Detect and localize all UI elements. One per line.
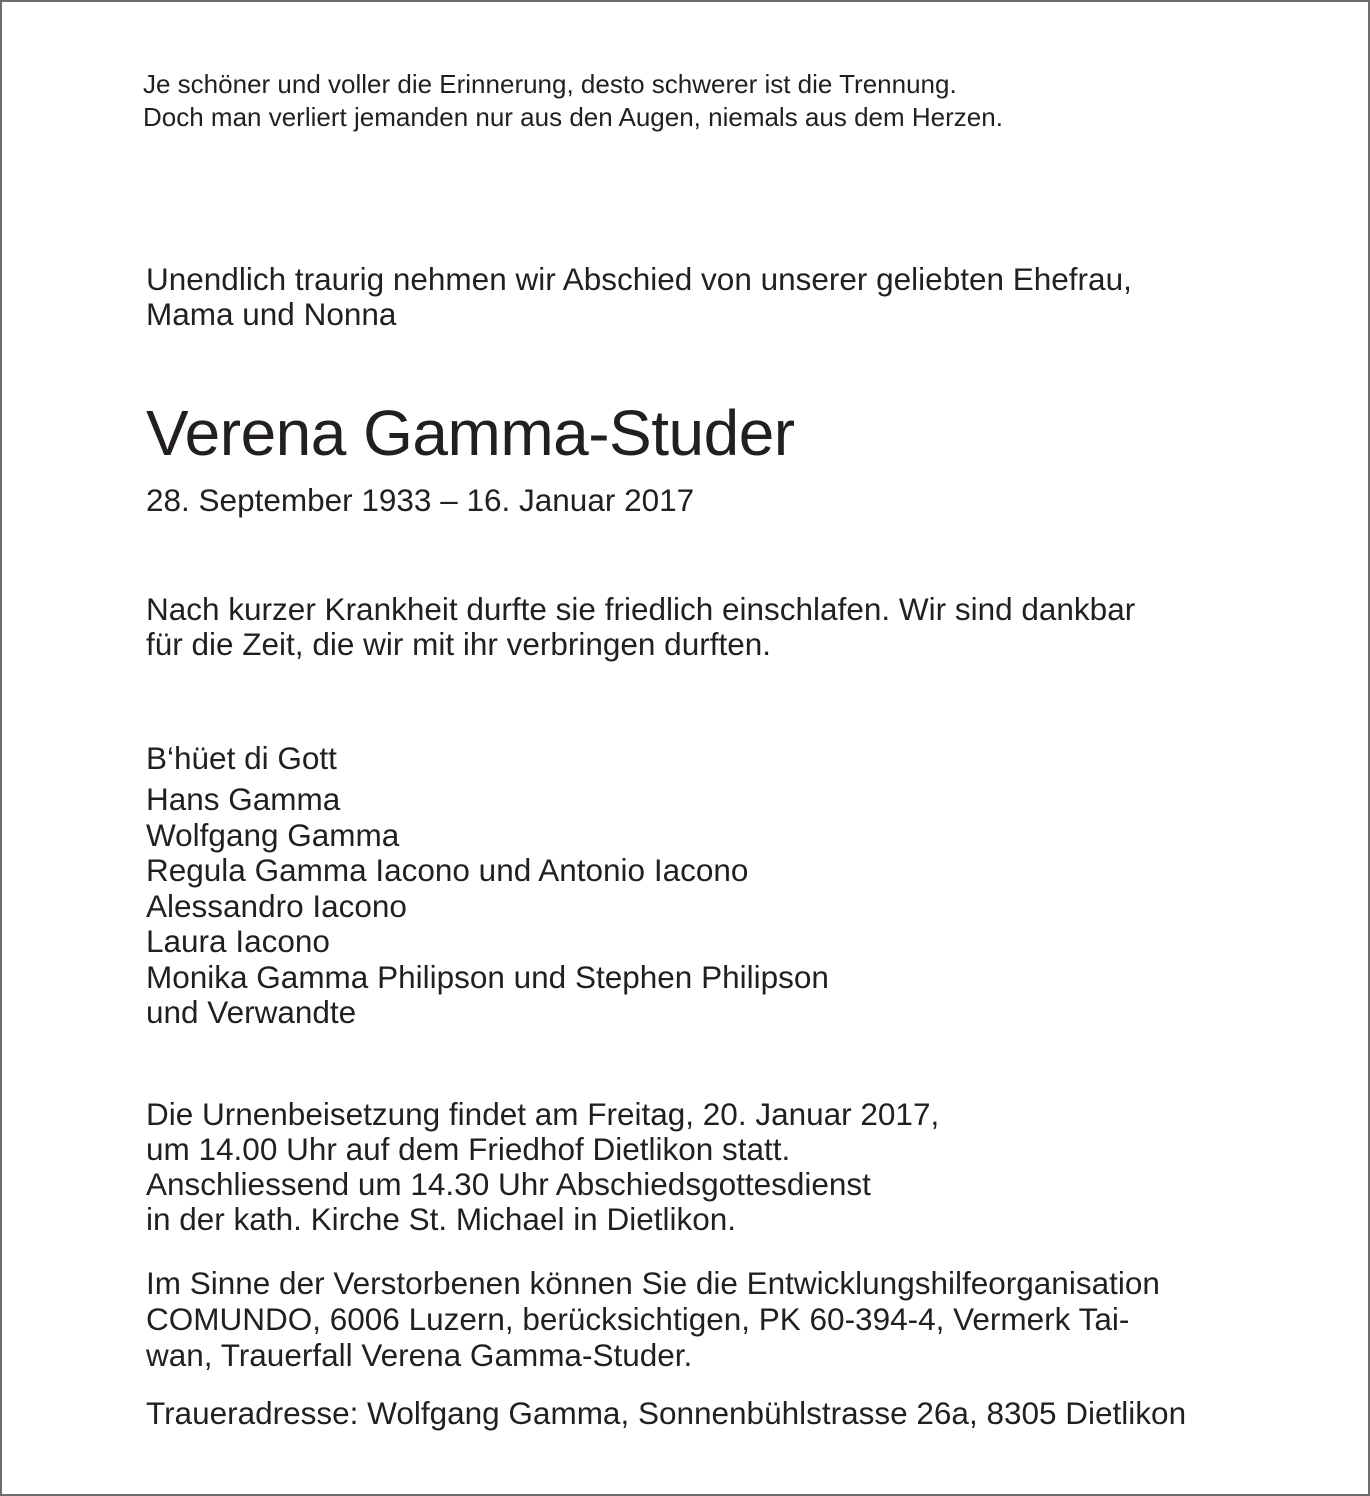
intro-text [146,262,1132,332]
motto-line: Doch man verliert jemanden nur aus den Augen, niemals aus dem Herzen. [143,102,1003,132]
motto-quote [143,68,1003,134]
family-member: und Verwandte [146,994,357,1030]
family-member: Wolfgang Gamma [146,816,400,853]
donation-line: COMUNDO, 6006 Luzern, berücksichtigen, PK 60-394-4, Vermerk Tai- [146,1301,1130,1337]
family-member: Alessandro Iacono [146,887,407,924]
intro-line: Mama und Nonna [146,296,397,332]
intro-line: Unendlich traurig nehmen wir Abschied von unserer geliebten Ehefrau, [146,261,1132,297]
message-text [146,592,1135,662]
motto-line: Je schöner und voller die Erinnerung, desto schwerer ist die Trennung. [143,69,957,99]
farewell-text: B‘hüet di Gott [146,740,337,776]
message-line: für die Zeit, die wir mit ihr verbringen durften. [146,626,772,662]
ceremony-line: Anschliessend um 14.30 Uhr Abschiedsgottesdienst [146,1166,871,1202]
life-dates: 28. September 1933 – 16. Januar 2017 [146,482,695,518]
donation-line: Im Sinne der Verstorbenen können Sie die Entwicklungshilfeorganisation [146,1265,1160,1301]
family-member: Monika Gamma Philipson und Stephen Philipson [146,958,829,995]
family-member: Laura Iacono [146,923,330,959]
mourning-address: Traueradresse: Wolfgang Gamma, Sonnenbühlstrasse 26a, 8305 Dietlikon [146,1395,1187,1431]
family-list [146,782,829,1031]
ceremony-line: Die Urnenbeisetzung findet am Freitag, 20. Januar 2017, [146,1096,940,1132]
message-line: Nach kurzer Krankheit durfte sie friedlich einschlafen. Wir sind dankbar [146,591,1136,627]
ceremony-line: um 14.00 Uhr auf dem Friedhof Dietlikon statt. [146,1131,791,1167]
ceremony-info [146,1097,939,1237]
deceased-name: Verena Gamma-Studer [146,397,795,469]
family-member: Hans Gamma [146,781,341,817]
family-member: Regula Gamma Iacono und Antonio Iacono [146,852,749,888]
ceremony-line: in der kath. Kirche St. Michael in Dietlikon. [146,1201,737,1237]
donation-info [146,1265,1160,1373]
donation-line: wan, Trauerfall Verena Gamma-Studer. [146,1337,693,1373]
